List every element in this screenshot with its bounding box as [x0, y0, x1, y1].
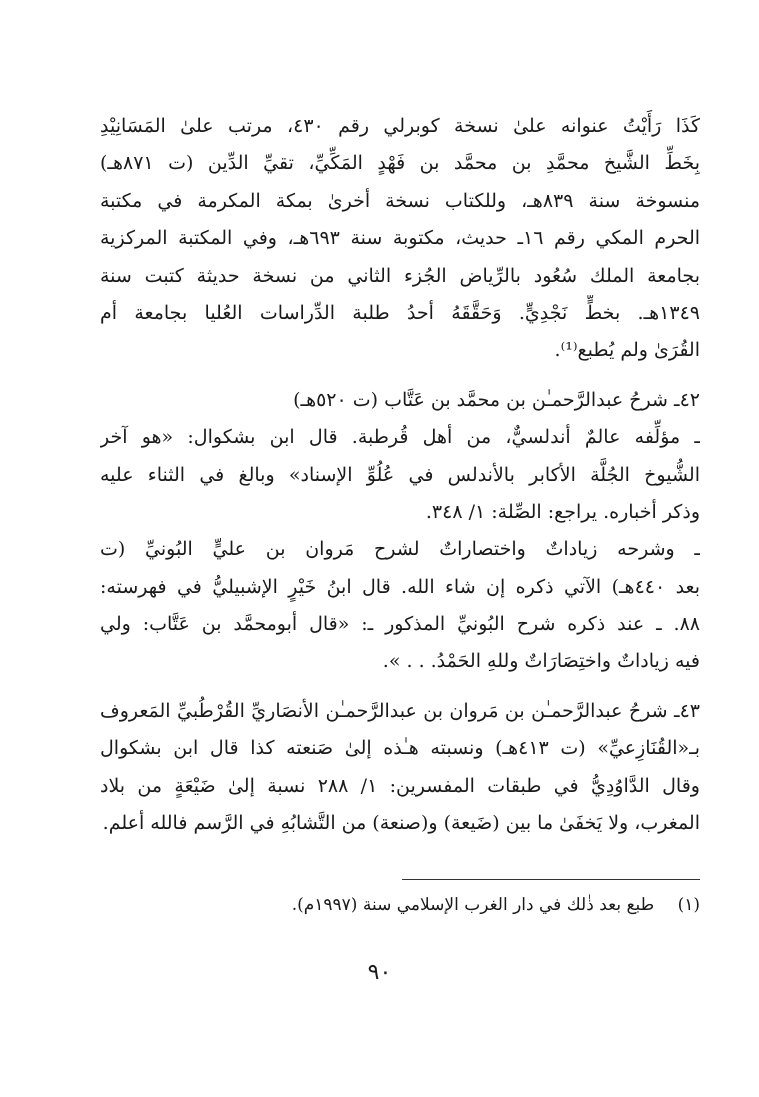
text-line: ١٣٤٩هـ. بخطٍّ نَجْدِيٍّ. وَحَقَّقَهُ أحدُ طلبة الدِّراسات العُليا بجامعة أم	[100, 301, 700, 324]
text-line: بعد ٤٤٠هـ) الآتي ذكره إن شاء الله. قال ابنُ خَيْرٍ الإشبيليُّ في فهرسته:	[100, 575, 700, 598]
text-line: ٨٨. ـ عند ذكره شرح البُونيِّ المذكور ـ: «قال أبومحمَّد بن عَتَّاب: ولي	[100, 613, 700, 636]
main-text	[100, 108, 700, 842]
spacer	[100, 370, 700, 382]
entry-42	[100, 382, 700, 681]
text-line: الشُّيوخ الجُلَّة الأكابر بالأندلس في عُلُوِّ الإسناد» وبالغ في الثناء عليه	[100, 463, 700, 486]
spacer	[100, 681, 700, 693]
text-line: بِخَطِّ الشَّيخ محمَّدِ بن محمَّد بن فَهْدٍ المَكِّيِّ، تقيِّ الدِّين (ت ٨٧١هـ)	[100, 152, 700, 175]
text-line: ـ وشرحه زياداتٌ واختصاراتٌ لشرح مَروان بن عليٍّ البُونيِّ (ت	[100, 538, 700, 561]
text-line: القُرَىٰ ولم يُطبع⁽¹⁾.	[554, 339, 700, 362]
text-line: بـ«القُنَازِعيِّ» (ت ٤١٣هـ) ونسبته هـٰذه إلىٰ صَنعته كذا قال ابن بشكوال	[100, 737, 700, 760]
page-number: ٩٠	[367, 960, 392, 985]
text-line: الحرم المكي رقم ١٦ـ حديث، مكتوبة سنة ٦٩٣هـ، وفي المكتبة المركزية	[100, 227, 700, 250]
paragraph-manuscripts	[100, 108, 700, 370]
footnote-divider	[402, 879, 700, 880]
entry-heading: ٤٢ـ شرحُ عبدالرَّحمـٰن بن محمَّد بن عَتَّاب (ت ٥٢٠هـ)	[293, 388, 700, 411]
entry-heading: ٤٣ـ شرحُ عبدالرَّحمـٰن بن مَروان بن عبدالرَّحمـٰن الأنصَاريِّ القُرْطُبيِّ المَعروف	[100, 699, 700, 722]
text-line: منسوخة سنة ٨٣٩هـ، وللكتاب نسخة أخرىٰ بمكة المكرمة في مكتبة	[100, 189, 700, 212]
text-line: المغرب، ولا يَخفَىٰ ما بين (ضَيعة) و(صنعة) من التَّشابُهِ في الرَّسم فالله أعلم.	[102, 812, 700, 835]
text-line: وذكر أخباره. يراجع: الصِّلة: ١/ ٣٤٨.	[425, 500, 700, 523]
text-line: بجامعة الملك سُعُود بالرِّياض الجُزء الثاني من نسخة حديثة كتبت سنة	[100, 264, 700, 287]
entry-43	[100, 693, 700, 843]
footnote-text: طبع بعد ذٰلك في دار الغرب الإسلامي سنة (١٩٩٧م).	[291, 895, 655, 915]
text-line: كَذَا رَأَيْتُ عنوانه علىٰ نسخة كوبرلي رقم ٤٣٠، مرتب علىٰ المَسَانِيْدِ	[100, 115, 700, 137]
text-line: وقال الدَّاوُدِيُّ في طبقات المفسرين: ١/ ٢٨٨ نسبة إلىٰ ضَيْعَةٍ من بلاد	[100, 774, 700, 797]
footnote	[100, 890, 700, 920]
footnote-number: (١)	[677, 895, 700, 915]
text-line: ـ مؤلِّفه عالمٌ أندلسيٌّ، من أهل قُرطبة. قال ابن بشكوال: «هو آخر	[100, 426, 700, 449]
text-line: فيه زياداتٌ واختِصَارَاتٌ وللهِ الحَمْدُ. . . ».	[382, 650, 700, 673]
